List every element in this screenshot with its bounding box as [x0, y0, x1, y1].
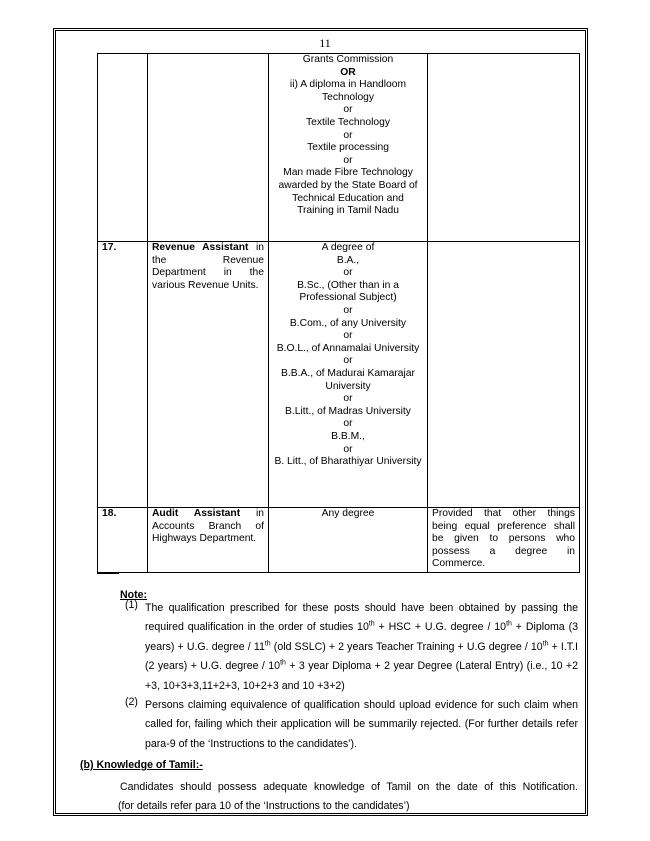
- qualification-line: B.Com., of any University: [289, 317, 407, 329]
- post-cell: [148, 242, 269, 508]
- qualification-line: Grants Commission: [302, 54, 394, 65]
- table-stub-line: [97, 573, 119, 574]
- qualification-line: B. Litt., of Bharathiyar University: [274, 456, 422, 468]
- qualification-line: or: [343, 267, 353, 279]
- remarks-cell: [428, 54, 580, 242]
- qualification-line: A degree of: [321, 242, 375, 253]
- qualification-line: or: [343, 330, 353, 342]
- post-title: Revenue Assistant: [152, 242, 249, 253]
- note-text: The qualification prescribed for these posts should have been obtained by passing the required qualification in the order of studies 10th + HSC + U.G. degree / 10th + Diploma (3 years) + U.G. degree / 11th (old SSLC) + 2 years Teacher Training + U.G degree / 10th + I.T.I (2 years) + U.G. degree / 10th + 3 year Diploma + 2 year Degree (Lateral Entry) (i.e., 10 +2 +3, 10+3+3,11+2+3, 10+2+3 and 10 +3+2): [145, 602, 578, 692]
- qualification-line: or: [343, 304, 353, 316]
- post-title: Audit Assistant: [152, 508, 241, 519]
- note-item-1: [125, 599, 578, 696]
- note-item-2: [125, 696, 578, 754]
- note-number: (1): [125, 599, 138, 611]
- qualification-line: ii) A diploma in Handloom Technology: [289, 79, 407, 103]
- qualification-line: or: [343, 104, 353, 116]
- qualification-cell: [269, 54, 428, 242]
- qualification-line: OR: [340, 66, 356, 78]
- qualification-line: Textile processing: [307, 142, 389, 154]
- qualification-line: or: [343, 129, 353, 141]
- post-cell: [148, 508, 269, 573]
- qualification-line: or: [343, 443, 353, 455]
- qualification-line: or: [343, 154, 353, 166]
- table-row: [98, 242, 580, 508]
- qualification-line: Any degree: [321, 508, 375, 519]
- qualification-line: B.Litt., of Madras University: [285, 405, 411, 417]
- sl-no-cell: 17.: [98, 242, 148, 508]
- note-heading-colon: :: [143, 589, 148, 601]
- qualification-line: B.Sc., (Other than in a Professional Subject): [297, 279, 399, 304]
- qualification-cell: [269, 508, 428, 573]
- qualification-line: Textile Technology: [306, 116, 390, 128]
- section-b-reference: (for details refer para 10 of the ‘Instructions to the candidates’): [118, 800, 410, 812]
- qualification-line: B.B.A., of Madurai Kamarajar University: [281, 367, 415, 392]
- qualification-line: B.B.M.,: [331, 430, 365, 442]
- note-text: Persons claiming equivalence of qualification should upload evidence for such claim when called for, failing which their application will be summarily rejected. (For further details refer para-9 of the ‘Instructions to the candidates’).: [145, 699, 578, 750]
- remarks-cell: [428, 242, 580, 508]
- qualification-line: B.A.,: [336, 254, 360, 266]
- qualification-line: or: [343, 393, 353, 405]
- post-cell: [148, 54, 269, 242]
- section-b-text: Candidates should possess adequate knowledge of Tamil on the date of this Notification.: [120, 781, 578, 793]
- page-number: 11: [319, 36, 331, 50]
- qualification-line: Man made Fibre Technology awarded by the State Board of Technical Education and Training in Tamil Nadu: [278, 167, 418, 217]
- section-b-heading: (b) Knowledge of Tamil:-: [80, 759, 203, 771]
- post-description: in Accounts Branch of Highways Department.: [152, 508, 264, 545]
- qualification-line: B.O.L., of Annamalai University: [276, 342, 420, 354]
- remarks-cell: Provided that other things being equal preference shall be given to persons who possess a degree in Commerce.: [428, 508, 580, 573]
- sl-no-cell: 18.: [98, 508, 148, 573]
- note-number: (2): [125, 696, 138, 708]
- qualification-line: or: [343, 355, 353, 367]
- sl-no-cell: [98, 54, 148, 242]
- table-row: [98, 508, 580, 573]
- qualification-table: [97, 53, 580, 573]
- table-row: [98, 54, 580, 242]
- post-description: in the Revenue Department in the various Revenue Units.: [152, 242, 264, 291]
- qualification-cell: [269, 242, 428, 508]
- qualification-line: or: [343, 418, 353, 430]
- note-heading-text: Note: [120, 589, 144, 601]
